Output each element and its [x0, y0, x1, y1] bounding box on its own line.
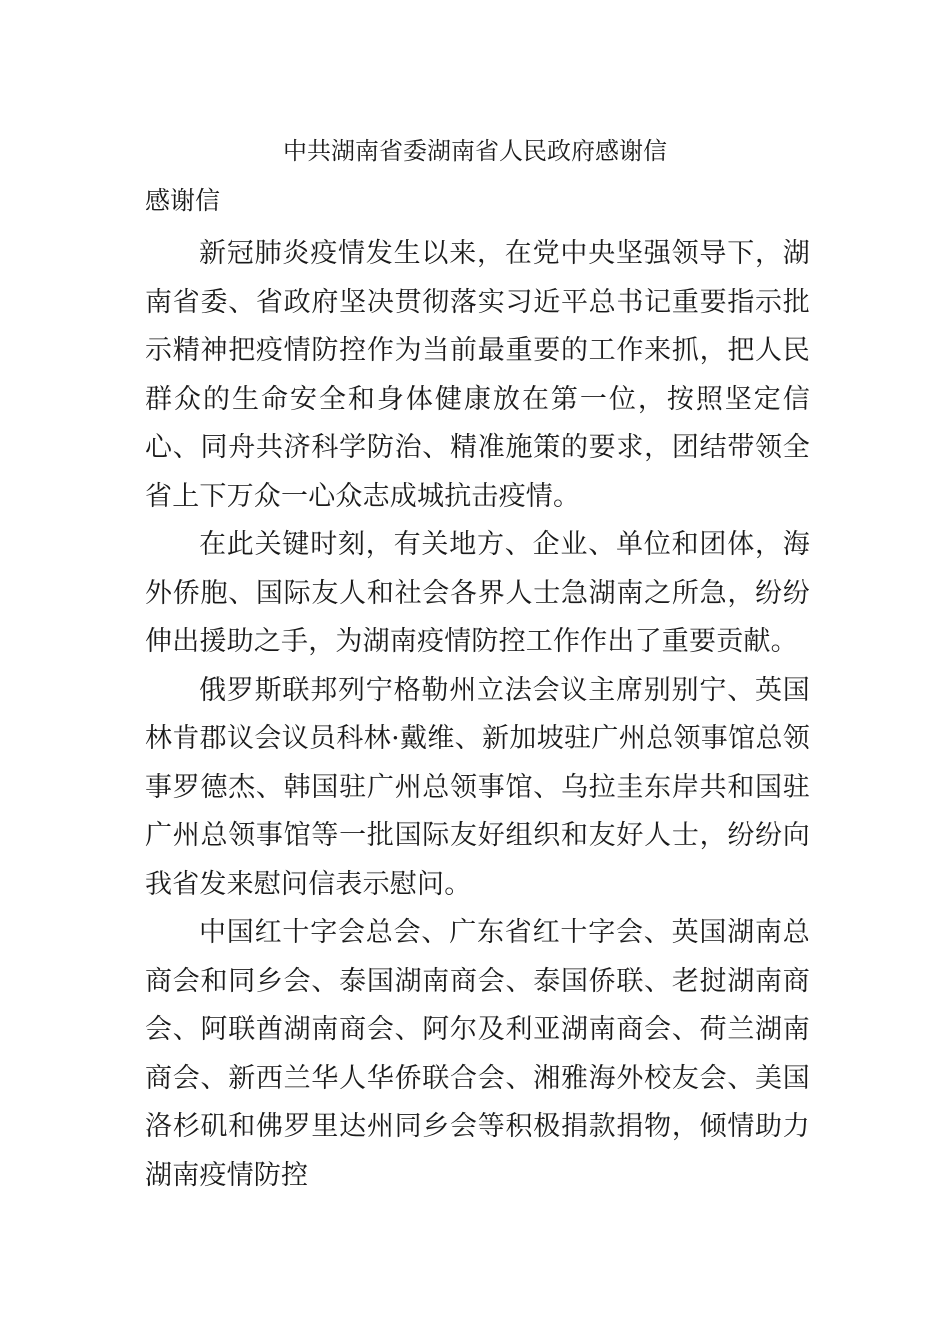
paragraph-3: 俄罗斯联邦列宁格勒州立法会议主席别别宁、英国林肯郡议会议员科林·戴维、新加坡驻广州总领事馆总领事罗德杰、韩国驻广州总领事馆、乌拉圭东岸共和国驻广州总领事馆等一批国际友好组织和友好人士，纷纷向我省发来慰问信表示慰问。 — [145, 674, 810, 900]
document-title: 中共湖南省委湖南省人民政府感谢信 — [283, 137, 667, 165]
paragraph-2: 在此关键时刻，有关地方、企业、单位和团体，海外侨胞、国际友人和社会各界人士急湖南之所急，纷纷伸出援助之手，为湖南疫情防控工作作出了重要贡献。 — [145, 529, 810, 657]
salutation: 感谢信 — [145, 186, 221, 215]
paragraph-1: 新冠肺炎疫情发生以来，在党中央坚强领导下，湖南省委、省政府坚决贯彻落实习近平总书记重要指示批示精神把疫情防控作为当前最重要的工作来抓，把人民群众的生命安全和身体健康放在第一位，按照坚定信心、同舟共济科学防治、精准施策的要求，团结带领全省上下万众一心众志成城抗击疫情。 — [145, 238, 810, 512]
paragraph-4: 中国红十字会总会、广东省红十字会、英国湖南总商会和同乡会、泰国湖南商会、泰国侨联、老挝湖南商会、阿联酋湖南商会、阿尔及利亚湖南商会、荷兰湖南商会、新西兰华人华侨联合会、湘雅海外校友会、美国洛杉矶和佛罗里达州同乡会等积极捐款捐物，倾情助力湖南疫情防控 — [145, 917, 810, 1191]
letter-body — [145, 230, 810, 1200]
